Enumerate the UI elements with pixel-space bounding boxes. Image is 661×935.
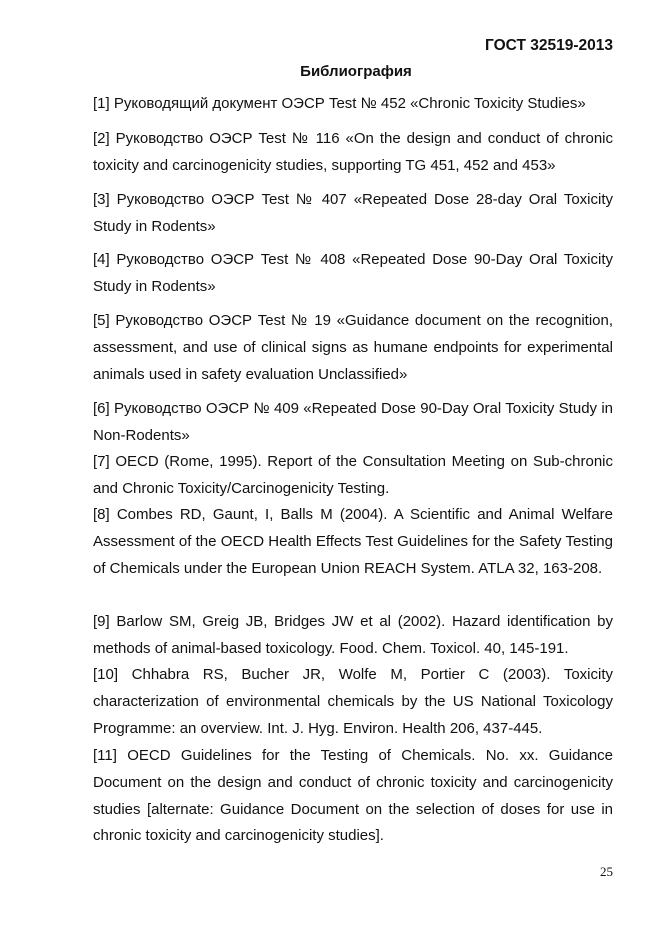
page-number: 25	[600, 864, 613, 879]
reference-item: [5] Руководство ОЭСР Test № 19 «Guidance document on the recognition, assessment, and use of clinical signs as humane endpoints for experimental animals used in safety evaluation Unclassified»	[93, 312, 613, 383]
reference-item: [1] Руководящий документ ОЭСР Test № 452 «Chronic Toxicity Studies»	[93, 95, 586, 112]
reference-item: [8] Combes RD, Gaunt, I, Balls M (2004). A Scientific and Animal Welfare Assessment of the OECD Health Effects Test Guidelines for the Safety Testing of Chemicals under the European Union REACH System. ATLA 32, 163-208.	[93, 506, 613, 577]
reference-item: [9] Barlow SM, Greig JB, Bridges JW et al (2002). Hazard identification by methods of animal-based toxicology. Food. Chem. Toxicol. 40, 145-191.	[93, 613, 613, 657]
reference-item: [6] Руководство ОЭСР № 409 «Repeated Dose 90-Day Oral Toxicity Study in Non-Rodents»	[93, 400, 613, 444]
reference-item: [11] OECD Guidelines for the Testing of Chemicals. No. xx. Guidance Document on the design and conduct of chronic toxicity and carcinogenicity studies [alternate: Guidance Document on the selection of doses for use in chronic toxicity and carcinogenicity studies].	[93, 747, 613, 845]
reference-item: [4] Руководство ОЭСР Test № 408 «Repeated Dose 90-Day Oral Toxicity Study in Rodents»	[93, 251, 613, 295]
document-standard-header: ГОСТ 32519-2013	[485, 37, 613, 54]
reference-item: [7] OECD (Rome, 1995). Report of the Consultation Meeting on Sub-chronic and Chronic Toxicity/Carcinogenicity Testing.	[93, 453, 613, 497]
reference-item: [10] Chhabra RS, Bucher JR, Wolfe M, Portier C (2003). Toxicity characterization of environmental chemicals by the US National Toxicology Programme: an overview. Int. J. Hyg. Environ. Health 206, 437-445.	[93, 666, 613, 737]
reference-item: [2] Руководство ОЭСР Test № 116 «On the design and conduct of chronic toxicity and carcinogenicity studies, supporting TG 451, 452 and 453»	[93, 130, 613, 174]
reference-item: [3] Руководство ОЭСР Test № 407 «Repeated Dose 28-day Oral Toxicity Study in Rodents»	[93, 191, 613, 235]
bibliography-title: Библиография	[300, 63, 412, 80]
